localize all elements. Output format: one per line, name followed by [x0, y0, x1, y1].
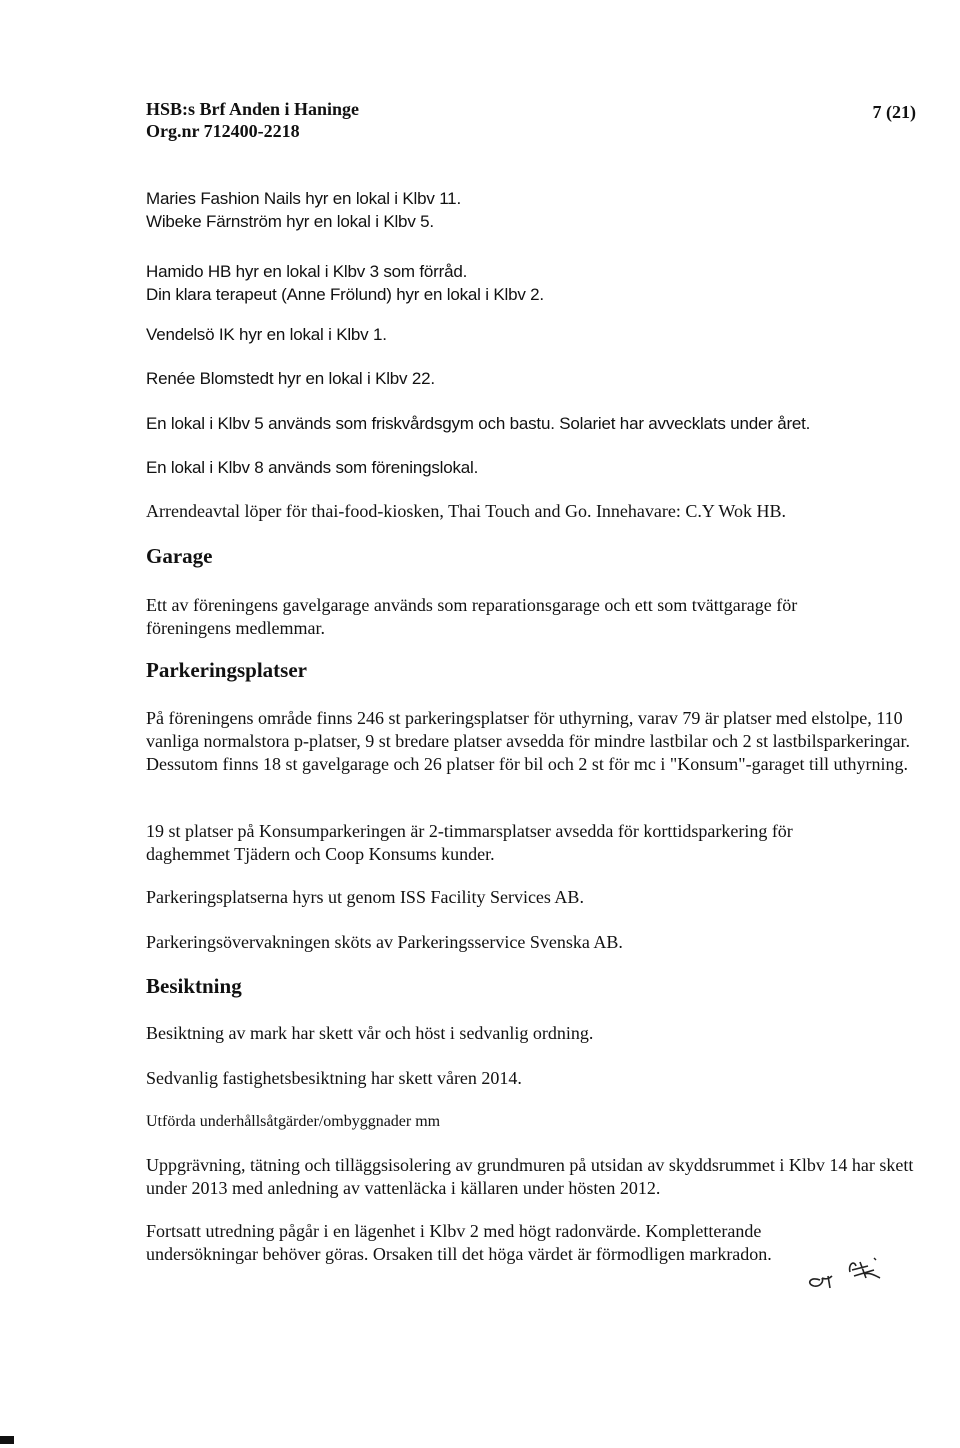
maintenance-paragraph: Fortsatt utredning pågår i en lägenhet i Klbv 2 med högt radonvärde. Kompletterande undersökningar behöver göras. Orsaken till det höga värdet är förmodligen markradon. [146, 1221, 772, 1264]
tenant-line: Wibeke Färnström hyr en lokal i Klbv 5. [146, 212, 434, 231]
handwritten-initials-signature [800, 1252, 900, 1292]
parking-paragraph: På föreningens område finns 246 st parkeringsplatser för uthyrning, varav 79 är platser med elstolpe, 110 vanliga normalstora p-platser, 9 st bredare platser avsedda för mindre lastbilar och 2 st lastbilsparkeringar. Dessutom finns 18 st gavelgarage och 26 platser för bil och 2 st för mc i "Konsum"-garaget till uthyrning. [146, 708, 911, 774]
page-number: 7 (21) [872, 102, 916, 122]
tenant-line: En lokal i Klbv 5 används som friskvårdsgym och bastu. Solariet har avvecklats under året. [146, 414, 811, 433]
tenant-line: Renée Blomstedt hyr en lokal i Klbv 22. [146, 369, 435, 388]
tenant-line: Maries Fashion Nails hyr en lokal i Klbv 11. [146, 189, 461, 208]
tenant-line: Vendelsö IK hyr en lokal i Klbv 1. [146, 325, 387, 344]
parking-paragraph: Parkeringsövervakningen sköts av Parkeringsservice Svenska AB. [146, 932, 623, 952]
scan-edge-mark [0, 1436, 14, 1444]
parking-heading: Parkeringsplatser [146, 658, 307, 682]
organization-name: HSB:s Brf Anden i Haninge [146, 99, 360, 119]
garage-paragraph: Ett av föreningens gavelgarage används som reparationsgarage och ett som tvättgarage för föreningens medlemmar. [146, 595, 798, 638]
tenant-line: Arrendeavtal löper för thai-food-kiosken, Thai Touch and Go. Innehavare: C.Y Wok HB. [146, 501, 786, 521]
tenant-line: Hamido HB hyr en lokal i Klbv 3 som förråd. [146, 262, 468, 281]
document-header [146, 98, 359, 142]
maintenance-subheading: Utförda underhållsåtgärder/ombyggnader mm [146, 1113, 441, 1130]
tenant-line: En lokal i Klbv 8 används som föreningslokal. [146, 458, 479, 477]
parking-paragraph: Parkeringsplatserna hyrs ut genom ISS Facility Services AB. [146, 887, 584, 907]
inspection-heading: Besiktning [146, 974, 242, 998]
inspection-paragraph: Sedvanlig fastighetsbesiktning har skett våren 2014. [146, 1068, 522, 1088]
inspection-paragraph: Besiktning av mark har skett vår och höst i sedvanlig ordning. [146, 1023, 594, 1043]
parking-paragraph: 19 st platser på Konsumparkeringen är 2-timmarsplatser avsedda för korttidsparkering för daghemmet Tjädern och Coop Konsums kunder. [146, 821, 793, 864]
organization-number: Org.nr 712400-2218 [146, 121, 300, 141]
tenant-line: Din klara terapeut (Anne Frölund) hyr en lokal i Klbv 2. [146, 285, 544, 304]
maintenance-paragraph: Uppgrävning, tätning och tilläggsisolering av grundmuren på utsidan av skyddsrummet i Klbv 14 har skett under 2013 med anledning av vattenläcka i källaren under hösten 2012. [146, 1155, 914, 1198]
garage-heading: Garage [146, 544, 213, 568]
